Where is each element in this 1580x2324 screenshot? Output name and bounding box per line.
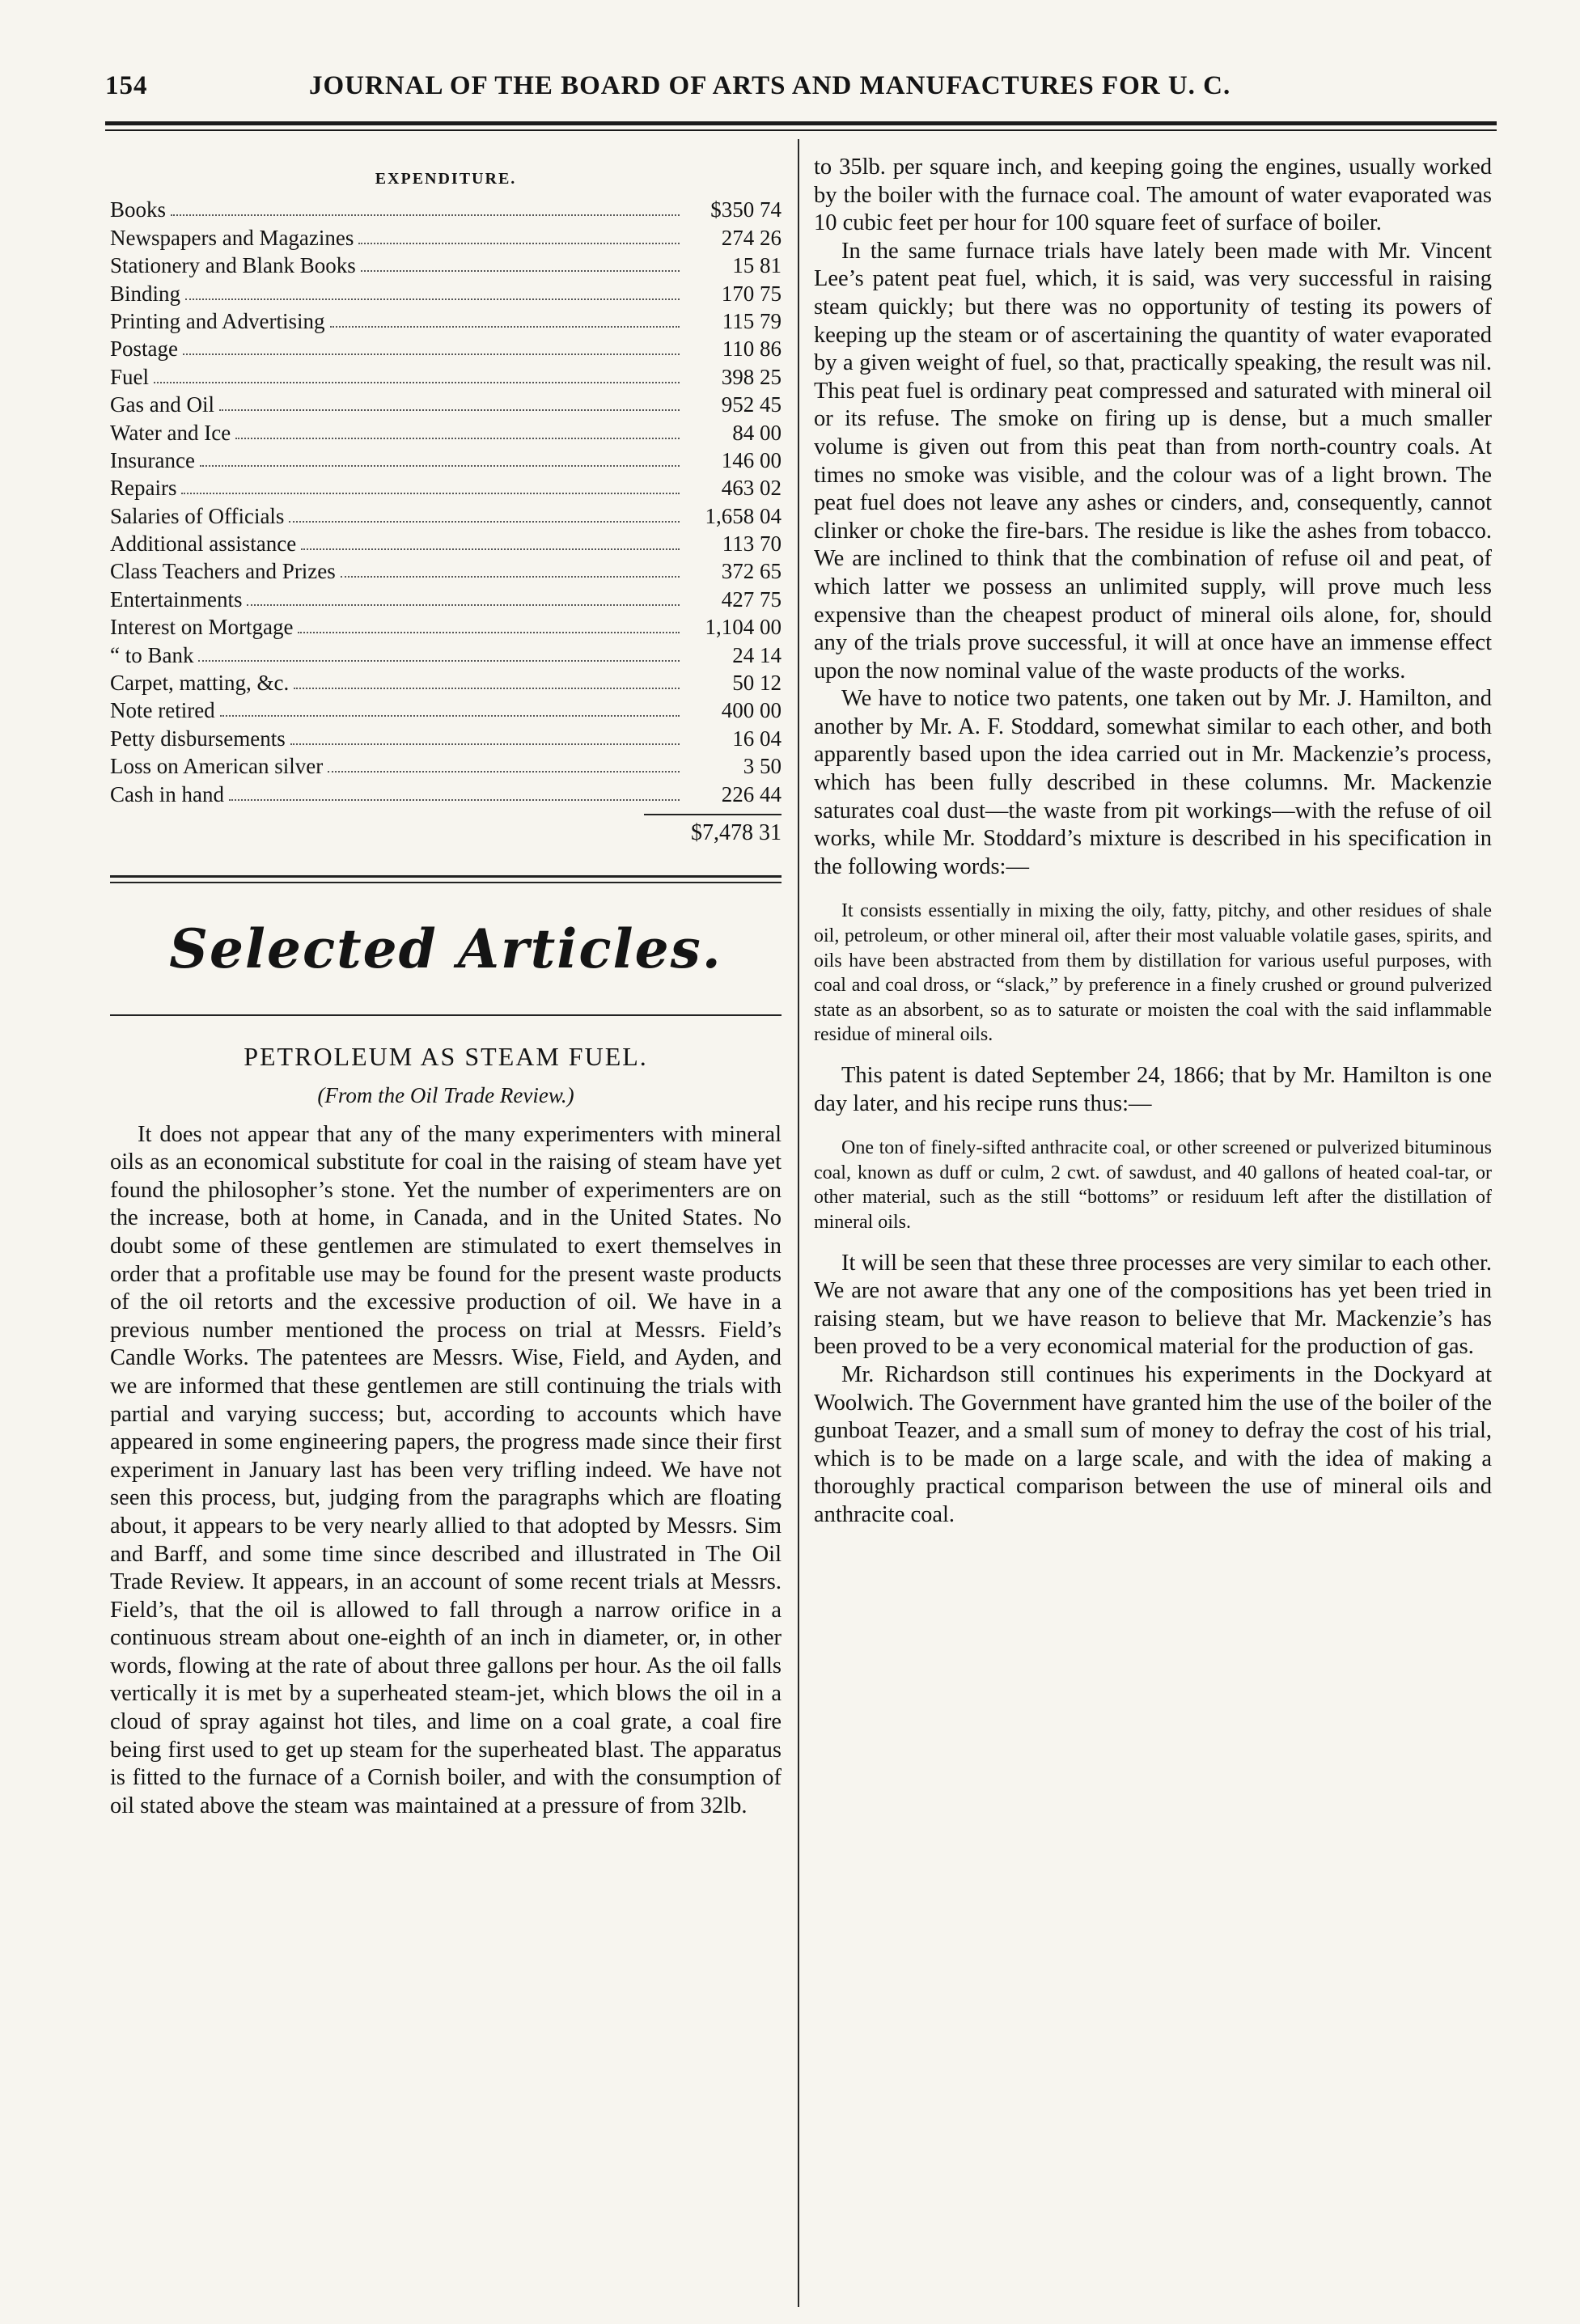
expenditure-heading: EXPENDITURE.: [375, 170, 517, 188]
expenditure-row: [110, 696, 782, 723]
leader-dots: [290, 743, 680, 745]
expenditure-label: Fuel: [110, 364, 150, 389]
header-rule-thin: [105, 129, 1497, 131]
leader-dots: [247, 604, 680, 606]
expenditure-label: Note retired: [110, 698, 215, 723]
article-source: (From the Oil Trade Review.): [317, 1082, 574, 1107]
expenditure-amount: 400 00: [721, 698, 782, 723]
expenditure-amount: 115 79: [722, 308, 782, 333]
expenditure-amount: 24 14: [732, 642, 782, 667]
article-right-text: [814, 154, 1492, 881]
expenditure-total: $7,478 31: [691, 819, 782, 845]
leader-dots: [294, 688, 680, 689]
leader-dots: [289, 521, 680, 523]
expenditure-row: [110, 334, 782, 362]
paragraph: In the same furnace trials have lately been made with Mr. Vincent Lee’s patent peat fuel, which, it is said, was very successful in raising steam quickly; but there was no opportunity of testing its powers of keeping up the steam or of ascertaining the quantity of water evaporated by a given weight of fuel, so that, practically speaking, the result was nil. This peat fuel is ordinary peat compressed and saturated with mineral oil or its refuse. The smoke on firing up is dense, but a much smaller volume is given out from this peat than from north-country coals. At times no smoke was visible, and the colour was of a light brown. The peat fuel does not leave any ashes or cinders, and, consequently, cannot clinker or choke the fire-bars. The residue is like the ashes from tobacco. We are inclined to think that the combination of refuse oil and peat, of which latter we possess an unlimited supply, will prove much less expensive than the cheapest product of mineral oils alone, for, should any of the trials prove successful, it will at once have an immense effect upon the now nominal value of the waste products of the works.: [814, 238, 1492, 684]
expenditure-label: Cash in hand: [110, 781, 224, 806]
expenditure-label: Carpet, matting, &c.: [110, 671, 290, 696]
expenditure-label: Newspapers and Magazines: [110, 225, 354, 250]
leader-dots: [358, 243, 680, 244]
expenditure-row: [110, 723, 782, 751]
expenditure-label: Water and Ice: [110, 420, 231, 445]
leader-dots: [341, 576, 680, 578]
expenditure-label: “ to Bank: [110, 642, 194, 667]
leader-dots: [298, 632, 680, 633]
leader-dots: [198, 660, 680, 662]
expenditure-row: [110, 390, 782, 417]
expenditure-row: [110, 668, 782, 696]
paragraph: It does not appear that any of the many experimenters with mineral oils as an economical substitute for coal in the raising of steam have yet found the philosopher’s stone. Yet the number of experimenters are on the increase, both at home, in Canada, and in the United States. No doubt some of these gentlemen are stimulated to exert themselves in order that a profitable use may be found for the present waste products of the oil retorts and the excessive production of oil. We have in a previous number mentioned the process on trial at Messrs. Field’s Candle Works. The patentees are Messrs. Wise, Field, and Ayden, and we are informed that these gentlemen are still continuing the trials with partial and varying success; but, according to accounts which have appeared in some engineering papers, the progress made since their first experiment in January last has been very trifling indeed. We have not seen this process, but, judging from the paragraphs which are floating about, it appears to be very nearly allied to that adopted by Messrs. Sim and Barff, and some time since described and illustrated in The Oil Trade Review. It appears, in an account of some recent trials at Messrs. Field’s, that the oil is allowed to fall through a narrow orifice in a continuous stream about one-eighth of an inch in diameter, or, in other words, flowing at the rate of about three gallons per hour. As the oil falls vertically it is met by a superheated steam-jet, which blows the oil in a cloud of spray against hot tiles, and lime on a coal grate, a coal fire being first used to get up steam for the superheated blast. The apparatus is fitted to the furnace of a Cornish boiler, and with the consumption of oil stated above the steam was maintained at a pressure of from 32lb.: [110, 1121, 782, 1818]
quoted-specification: It consists essentially in mixing the oily, fatty, pitchy, and other residues of shale oil, petroleum, or other mineral oil, after their most valuable volatile gases, spirits, and oils have been abstracted from them by distillation for various useful purposes, with coal and coal dross, or “slack,” by preference in a finely crushed or ground pulverized state as an absorbent, so as to saturate or moisten the coal with the said inflammable residue of mineral oils.: [814, 900, 1492, 1046]
page-header: [105, 71, 1497, 112]
quoted-recipe: One ton of finely-sifted anthracite coal, or other screened or pulverized bituminous coal, known as duff or culm, 2 cwt. of sawdust, and 40 gallons of heated coal-tar, or other material, such as the still “bottoms” or residuum left after the distillation of mineral oils.: [814, 1137, 1492, 1233]
leader-dots: [220, 715, 680, 717]
expenditure-amount: 1,104 00: [705, 615, 782, 640]
article-closing-text: [814, 1250, 1492, 1530]
paragraph: Mr. Richardson still continues his experiments in the Dockyard at Woolwich. The Government have granted him the use of the boiler of the gunboat Teazer, and a small sum of money to defray the cost of his trial, which is to be made on a large scale, and with the idea of making a thoroughly practical comparison between the use of mineral oils and anthracite coal.: [814, 1361, 1492, 1527]
expenditure-row: [110, 251, 782, 278]
expenditure-table: [110, 195, 782, 807]
expenditure-row: [110, 278, 782, 306]
expenditure-label: Binding: [110, 281, 181, 306]
expenditure-amount: 226 44: [721, 781, 782, 806]
expenditure-row: [110, 612, 782, 640]
expenditure-row: [110, 195, 782, 222]
article-title: PETROLEUM AS STEAM FUEL.: [244, 1041, 648, 1071]
expenditure-row: [110, 362, 782, 389]
expenditure-amount: 170 75: [721, 281, 782, 306]
expenditure-label: Salaries of Officials: [110, 503, 285, 528]
expenditure-row: [110, 501, 782, 528]
left-column: [110, 154, 782, 1820]
expenditure-amount: 1,658 04: [705, 503, 782, 528]
expenditure-amount: 952 45: [721, 392, 782, 417]
leader-dots: [154, 382, 680, 383]
page-number: 154: [105, 71, 148, 100]
leader-dots: [183, 353, 680, 355]
expenditure-row: [110, 779, 782, 806]
expenditure-row: [110, 473, 782, 501]
leader-dots: [235, 438, 680, 439]
paragraph: to 35lb. per square inch, and keeping going the engines, usually worked by the boiler with the furnace coal. The amount of water evaporated was 10 cubic feet per hour for 100 square feet of surface of boiler.: [814, 155, 1492, 236]
leader-dots: [330, 326, 680, 328]
expenditure-row: [110, 417, 782, 445]
expenditure-row: [110, 584, 782, 612]
leader-dots: [171, 214, 680, 216]
expenditure-label: Loss on American silver: [110, 754, 324, 779]
article-left-text: [110, 1121, 782, 1821]
expenditure-row: [110, 751, 782, 779]
leader-dots: [185, 298, 680, 300]
paragraph: It will be seen that these three processes are very similar to each other. We are not aware that any one of the compositions has yet been tried in raising steam, but we have reason to believe that Mr. Mackenzie’s has been proved to be a very economical material for the production of gas.: [814, 1250, 1492, 1360]
leader-dots: [219, 409, 680, 411]
header-rule: [105, 121, 1497, 125]
expenditure-label: Printing and Advertising: [110, 308, 325, 333]
leader-dots: [328, 771, 680, 773]
expenditure-amount: 463 02: [721, 476, 782, 501]
leader-dots: [200, 465, 680, 467]
expenditure-row: [110, 640, 782, 667]
expenditure-amount: 427 75: [721, 586, 782, 612]
paragraph: This patent is dated September 24, 1866; that by Mr. Hamilton is one day later, and his recipe runs thus:—: [814, 1063, 1492, 1116]
right-column: [814, 154, 1492, 1530]
section-title: Selected Articles.: [169, 916, 722, 980]
expenditure-amount: 15 81: [732, 253, 782, 278]
expenditure-row: [110, 557, 782, 584]
expenditure-amount: 113 70: [722, 531, 782, 557]
expenditure-label: Petty disbursements: [110, 726, 286, 751]
journal-title: JOURNAL OF THE BOARD OF ARTS AND MANUFACTURES FOR U. C.: [309, 71, 1231, 100]
leader-dots: [229, 799, 680, 801]
expenditure-amount: 3 50: [743, 754, 782, 779]
section-rule: [110, 1014, 782, 1016]
expenditure-amount: 110 86: [722, 337, 782, 362]
expenditure-amount: 372 65: [721, 559, 782, 584]
expenditure-row: [110, 446, 782, 473]
expenditure-amount: 146 00: [721, 447, 782, 472]
expenditure-amount: 398 25: [721, 364, 782, 389]
expenditure-row: [110, 307, 782, 334]
expenditure-amount: 274 26: [721, 225, 782, 250]
expenditure-label: Interest on Mortgage: [110, 615, 294, 640]
expenditure-label: Postage: [110, 337, 178, 362]
expenditure-row: [110, 529, 782, 557]
leader-dots: [181, 493, 680, 494]
expenditure-label: Entertainments: [110, 586, 243, 612]
expenditure-label: Additional assistance: [110, 531, 297, 557]
total-rule: [644, 814, 782, 815]
expenditure-label: Stationery and Blank Books: [110, 253, 356, 278]
section-separator: [110, 875, 782, 883]
expenditure-amount: 50 12: [732, 671, 782, 696]
expenditure-row: [110, 222, 782, 250]
expenditure-amount: 16 04: [732, 726, 782, 751]
expenditure-amount: 84 00: [732, 420, 782, 445]
expenditure-label: Books: [110, 197, 167, 222]
expenditure-label: Repairs: [110, 476, 177, 501]
paragraph: We have to notice two patents, one taken out by Mr. J. Hamilton, and another by Mr. A. F. Stoddard, somewhat similar to each other, and both apparently based upon the idea carried out in Mr. Mackenzie’s process, which has been fully described in these columns. Mr. Mackenzie saturates coal dust—the waste from pit workings—with the refuse of oil works, while Mr. Stoddard’s mixture is described in his specification in the following words:—: [814, 686, 1492, 879]
expenditure-amount: $350 74: [710, 197, 782, 222]
column-divider: [798, 139, 799, 2307]
expenditure-label: Gas and Oil: [110, 392, 214, 417]
leader-dots: [361, 270, 680, 272]
leader-dots: [301, 548, 680, 550]
expenditure-label: Insurance: [110, 447, 195, 472]
expenditure-label: Class Teachers and Prizes: [110, 559, 336, 584]
